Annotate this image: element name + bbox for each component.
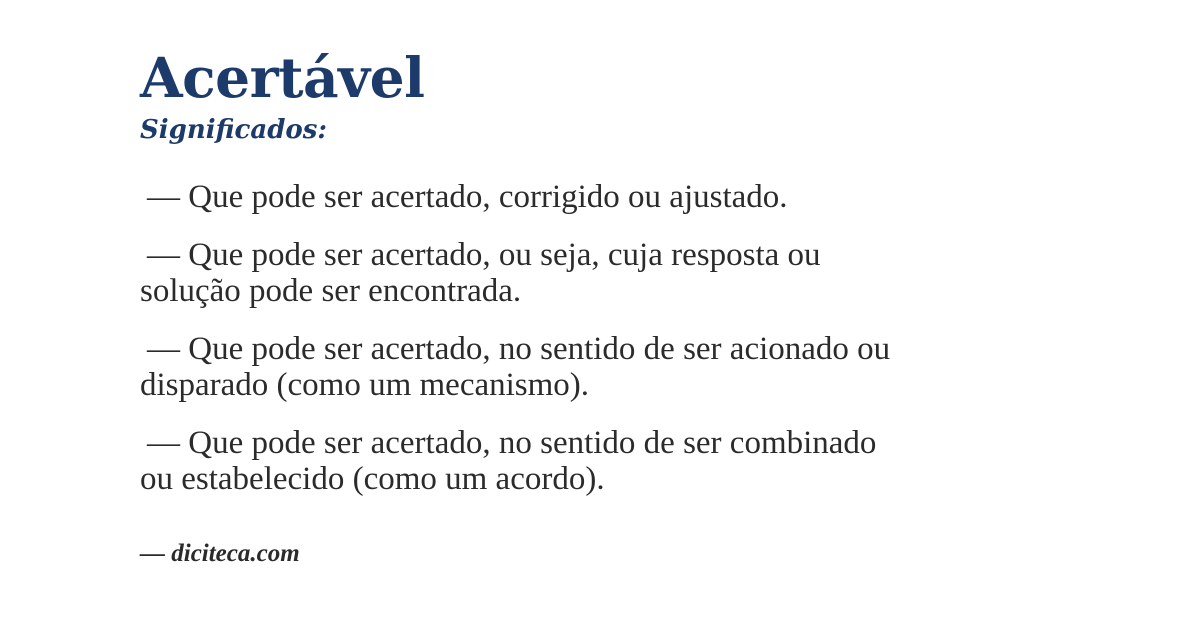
definition-item bbox=[140, 237, 1140, 309]
subtitle-significados: Significados: bbox=[140, 114, 327, 145]
definition-line: ou estabelecido (como um acordo). bbox=[140, 461, 605, 498]
page-title: Acertável bbox=[140, 45, 425, 110]
definition-item bbox=[140, 425, 1140, 497]
footer-attribution: — diciteca.com bbox=[140, 540, 300, 568]
definitions-list bbox=[140, 179, 1140, 497]
definition-line: solução pode ser encontrada. bbox=[140, 273, 522, 310]
definition-item bbox=[140, 179, 1140, 215]
definition-line: — Que pode ser acertado, no sentido de ser combinado bbox=[147, 425, 877, 462]
definition-line: — Que pode ser acertado, no sentido de ser acionado ou bbox=[147, 331, 891, 368]
definition-line: disparado (como um mecanismo). bbox=[140, 367, 590, 404]
definition-item bbox=[140, 331, 1140, 403]
definition-line: — Que pode ser acertado, corrigido ou ajustado. bbox=[147, 179, 788, 216]
definition-line: — Que pode ser acertado, ou seja, cuja resposta ou bbox=[147, 237, 821, 274]
